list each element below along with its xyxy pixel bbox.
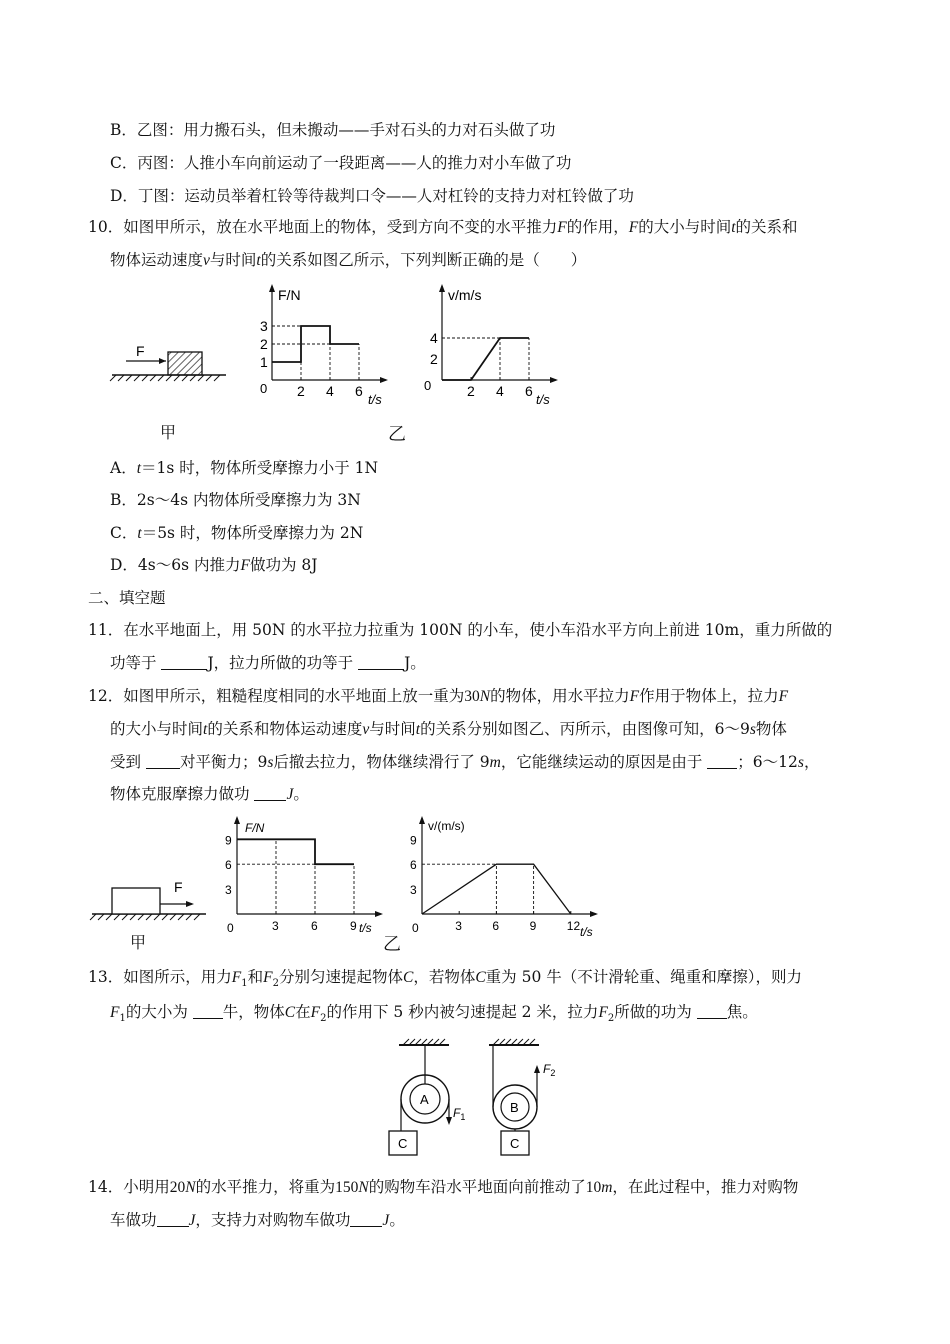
answer-blank[interactable] bbox=[350, 1212, 382, 1227]
x-tick-label: 6 bbox=[492, 919, 500, 933]
q14-var: m bbox=[601, 1179, 613, 1196]
q14-text: 的水平推力，将重为 bbox=[195, 1178, 336, 1196]
q13-line2 bbox=[110, 1000, 758, 1024]
arrow-head bbox=[186, 901, 194, 907]
q14-var: J bbox=[382, 1212, 390, 1229]
answer-blank[interactable] bbox=[707, 754, 737, 769]
ground-hatching bbox=[90, 914, 200, 920]
plain-block bbox=[112, 888, 160, 914]
option-text: C． bbox=[110, 524, 138, 542]
q13-text: 焦。 bbox=[726, 1003, 758, 1021]
x-tick-label: 12 bbox=[566, 919, 581, 933]
q12-text: 。 bbox=[293, 785, 309, 803]
q13-sub: 2 bbox=[607, 1013, 615, 1025]
q10-var: t bbox=[731, 219, 736, 236]
q14-number: 14． bbox=[88, 1178, 124, 1196]
q13-sub: 1 bbox=[119, 1013, 126, 1025]
q13-text: 的作用下 5 秒内被匀速提起 2 米，拉力 bbox=[326, 1003, 599, 1021]
y-tick-label: 3 bbox=[260, 318, 268, 334]
q12-var: F bbox=[778, 688, 789, 705]
answer-blank[interactable] bbox=[161, 655, 207, 670]
x-tick-label: 4 bbox=[326, 383, 334, 399]
q13-text: 牛，物体 bbox=[222, 1003, 285, 1021]
option-var: t bbox=[136, 460, 142, 477]
x-tick-label: 3 bbox=[272, 919, 279, 933]
origin-label: 0 bbox=[227, 921, 234, 935]
q10-var: F bbox=[628, 219, 639, 236]
q12-var: s bbox=[749, 721, 756, 738]
q13-sub: 2 bbox=[320, 1013, 327, 1025]
q10-var: v bbox=[203, 252, 210, 269]
x-axis-arrow bbox=[590, 911, 598, 917]
y-tick-label: 9 bbox=[410, 833, 417, 848]
q13-pulley-figure bbox=[385, 1035, 565, 1165]
y-axis-label: F/N bbox=[278, 287, 301, 303]
y-tick-label: 2 bbox=[430, 351, 438, 367]
q9-option-b: B．乙图：用力搬石头，但未搬动——手对石头的力对石头做了功 bbox=[110, 121, 556, 139]
q12-text: 物体 bbox=[755, 720, 787, 738]
q11-text: 在水平地面上，用 50N 的水平拉力拉重为 100N 的小车，使小车沿水平方向上前进 10m，重力所做的 bbox=[123, 621, 833, 639]
q13-sub: 2 bbox=[272, 978, 279, 990]
q14-text: 10 bbox=[585, 1179, 602, 1196]
force-f2-letter: F bbox=[543, 1062, 551, 1076]
y-axis-label: F/N bbox=[245, 821, 265, 835]
q14-text: ，支持力对购物车做功 bbox=[195, 1211, 351, 1229]
q12-line1 bbox=[88, 684, 788, 706]
q10-fig-label-jia: 甲 bbox=[160, 423, 177, 442]
option-var: t bbox=[137, 525, 142, 542]
q14-var: J bbox=[188, 1212, 196, 1229]
q13-number: 13． bbox=[88, 968, 124, 986]
q12-var: v bbox=[362, 721, 370, 738]
q12-text: 后撤去拉力，物体继续滑行了 9 bbox=[273, 753, 490, 771]
q11-number: 11． bbox=[88, 621, 124, 639]
q13-text: 和 bbox=[247, 968, 264, 986]
origin-label: 0 bbox=[260, 381, 268, 396]
q13-text: 如图所示，用力 bbox=[123, 968, 232, 986]
option-text: A． bbox=[110, 459, 137, 477]
q13-text: 分别匀速提起物体 bbox=[278, 968, 403, 986]
q12-text: 作用于物体上，拉力 bbox=[639, 687, 779, 705]
q13-var: C bbox=[475, 969, 486, 986]
y-axis-label: v/(m/s) bbox=[428, 819, 465, 833]
q10-text: 与时间 bbox=[209, 251, 257, 269]
y-tick-label: 3 bbox=[410, 883, 417, 898]
q12-var: F bbox=[629, 688, 640, 705]
y-tick-label: 6 bbox=[225, 858, 232, 873]
answer-blank[interactable] bbox=[193, 1004, 223, 1019]
q12-line3 bbox=[110, 750, 819, 772]
force-label: F bbox=[174, 879, 183, 895]
q10-option-a bbox=[110, 456, 378, 478]
option-text: ＝1s 时，物体所受摩擦力小于 1N bbox=[141, 459, 379, 477]
q13-text: 所做的功为 bbox=[614, 1003, 697, 1021]
f1-arrow-head bbox=[446, 1117, 452, 1125]
x-axis-arrow bbox=[550, 377, 558, 383]
q12-block-figure bbox=[88, 860, 213, 922]
q12-text: 的物体，用水平拉力 bbox=[490, 687, 630, 705]
q14-text: 车做功 bbox=[110, 1211, 157, 1229]
y-axis-arrow bbox=[419, 816, 425, 824]
ground-hatching bbox=[110, 375, 220, 381]
arrow-head bbox=[159, 358, 166, 364]
q10-text: 如图甲所示，放在水平地面上的物体，受到方向不变的水平推力 bbox=[123, 218, 558, 236]
x-axis-label: t/s bbox=[536, 392, 550, 407]
q12-ft-graph bbox=[215, 812, 390, 940]
q12-text: 与时间 bbox=[369, 720, 416, 738]
x-tick-label: 6 bbox=[311, 919, 318, 933]
q11-text: 功等于 bbox=[110, 654, 162, 672]
pulley-a-label: A bbox=[420, 1092, 429, 1107]
q10-text: 物体运动速度 bbox=[110, 251, 204, 269]
q14-line1 bbox=[88, 1175, 798, 1197]
q13-text: 在 bbox=[295, 1003, 311, 1021]
y-tick-label: 4 bbox=[430, 330, 438, 346]
q12-text: 的关系分别如图乙、丙所示，由图像可知， bbox=[420, 720, 715, 738]
x-tick-label: 2 bbox=[467, 383, 475, 399]
q12-text: 的关系和物体运动速度 bbox=[207, 720, 363, 738]
q12-text: 如图甲所示，粗糙程度相同的水平地面上放一重为 bbox=[123, 687, 465, 705]
q10-var: F bbox=[557, 219, 567, 236]
box-c-left-label: C bbox=[398, 1136, 408, 1151]
answer-blank[interactable] bbox=[254, 786, 286, 801]
q14-text: 小明用 bbox=[123, 1178, 170, 1196]
origin-label: 0 bbox=[424, 378, 432, 393]
q10-ft-graph bbox=[250, 280, 395, 410]
q12-text: 的大小与时间 bbox=[110, 720, 204, 738]
section-heading-fill-in: 二、填空题 bbox=[88, 589, 166, 607]
answer-blank[interactable] bbox=[697, 1004, 727, 1019]
q12-text: ；6～12 bbox=[737, 753, 798, 771]
q10-option-c bbox=[110, 521, 363, 543]
q13-var: F bbox=[310, 1004, 321, 1021]
x-axis-label: t/s bbox=[368, 392, 382, 407]
q11-text: J，拉力所做的功等于 bbox=[207, 654, 359, 672]
q12-var: s bbox=[797, 754, 804, 771]
x-tick-label: 2 bbox=[297, 383, 305, 399]
y-axis-label: v/m/s bbox=[448, 287, 482, 303]
y-tick-label: 1 bbox=[260, 354, 268, 370]
x-axis-label: t/s bbox=[580, 925, 593, 939]
q13-text: ，若物体 bbox=[413, 968, 476, 986]
q10-vt-graph bbox=[420, 280, 565, 410]
q13-var: F bbox=[110, 1004, 120, 1021]
q14-line2 bbox=[110, 1208, 405, 1230]
q10-text: 的关系和 bbox=[735, 218, 798, 236]
y-tick-label: 3 bbox=[225, 883, 232, 898]
q13-line1 bbox=[88, 965, 802, 989]
force-f1-letter: F bbox=[453, 1106, 461, 1120]
q12-var: J bbox=[286, 786, 294, 803]
answer-blank[interactable] bbox=[157, 1212, 189, 1227]
q10-option-d bbox=[110, 553, 317, 575]
q12-text: 30 bbox=[464, 688, 480, 705]
q12-text: 6～9 bbox=[714, 720, 750, 738]
q12-var: t bbox=[415, 721, 421, 738]
y-tick-label: 2 bbox=[260, 336, 268, 352]
q13-var: C bbox=[284, 1004, 296, 1021]
q14-text: 。 bbox=[389, 1211, 405, 1229]
q12-text: 受到 bbox=[110, 753, 146, 771]
q12-line2 bbox=[110, 717, 787, 739]
q13-var: C bbox=[402, 969, 414, 986]
q10-fig-label-yi: 乙 bbox=[388, 424, 406, 445]
q12-text: 物体克服摩擦力做功 bbox=[110, 785, 255, 803]
q12-text: ，它能继续运动的原因是由于 bbox=[500, 753, 708, 771]
x-tick-label: 9 bbox=[350, 919, 357, 933]
q11-line2 bbox=[110, 651, 426, 673]
option-text: D．4s～6s 内推力 bbox=[110, 556, 241, 574]
q12-line4 bbox=[110, 782, 309, 804]
y-tick-label: 6 bbox=[410, 858, 417, 873]
q12-var: m bbox=[489, 754, 501, 771]
q14-text: 150 bbox=[335, 1179, 359, 1196]
q10-stem-line1 bbox=[88, 215, 798, 237]
q12-fig-label-yi: 乙 bbox=[383, 934, 401, 955]
q13-text: 重为 50 牛（不计滑轮重、绳重和摩擦），则力 bbox=[485, 968, 803, 986]
q11-line1 bbox=[88, 618, 832, 640]
x-tick-label: 6 bbox=[525, 383, 533, 399]
x-tick-label: 4 bbox=[496, 383, 504, 399]
force-f1-sub: 1 bbox=[460, 1112, 466, 1122]
velocity-series-line bbox=[442, 338, 529, 380]
q12-number: 12． bbox=[88, 687, 124, 705]
force-series-line bbox=[237, 839, 354, 864]
q13-var: F bbox=[598, 1004, 608, 1021]
x-tick-label: 3 bbox=[455, 919, 462, 933]
q10-number: 10． bbox=[88, 218, 124, 236]
q12-var: N bbox=[479, 688, 491, 705]
q10-var: t bbox=[256, 252, 261, 269]
answer-blank[interactable] bbox=[146, 754, 180, 769]
y-tick-label: 9 bbox=[225, 833, 232, 848]
q12-var: s bbox=[267, 754, 274, 771]
y-axis-arrow bbox=[234, 816, 240, 824]
x-axis-arrow bbox=[380, 377, 388, 383]
q10-text: 的关系如图乙所示，下列判断正确的是（ ） bbox=[260, 251, 587, 269]
q13-sub: 1 bbox=[241, 978, 248, 990]
force-f2-label bbox=[543, 1062, 555, 1078]
force-series-line bbox=[272, 326, 359, 362]
x-axis-label: t/s bbox=[359, 921, 372, 935]
y-axis-arrow bbox=[269, 284, 275, 292]
origin-label: 0 bbox=[412, 921, 419, 935]
x-tick-label: 9 bbox=[529, 919, 537, 933]
q10-text: 的作用， bbox=[566, 218, 629, 236]
force-f2-sub: 2 bbox=[550, 1068, 556, 1078]
y-axis-arrow bbox=[439, 284, 445, 292]
q11-text: J。 bbox=[404, 654, 426, 672]
q14-var: N bbox=[358, 1179, 369, 1196]
f2-arrow-head bbox=[534, 1065, 540, 1073]
q9-option-d: D．丁图：运动员举着杠铃等待裁判口令——人对杠铃的支持力对杠铃做了功 bbox=[110, 187, 634, 205]
q13-var: F bbox=[263, 969, 273, 986]
q10-stem-line2 bbox=[110, 248, 586, 270]
x-axis-arrow bbox=[375, 911, 383, 917]
q13-text: 的大小为 bbox=[125, 1003, 193, 1021]
force-f1-label bbox=[453, 1106, 465, 1122]
option-text: ＝5s 时，物体所受摩擦力为 2N bbox=[141, 524, 364, 542]
x-tick-label: 6 bbox=[355, 383, 363, 399]
q12-text: 对平衡力；9 bbox=[179, 753, 268, 771]
q10-block-figure bbox=[108, 330, 233, 390]
force-label: F bbox=[136, 343, 145, 359]
q12-vt-graph bbox=[400, 812, 605, 940]
q12-fig-label-jia: 甲 bbox=[130, 933, 147, 952]
q14-text: 的购物车沿水平地面向前推动了 bbox=[368, 1178, 586, 1196]
q9-option-c: C．丙图：人推小车向前运动了一段距离——人的推力对小车做了功 bbox=[110, 154, 572, 172]
q10-text: 的大小与时间 bbox=[638, 218, 732, 236]
q14-text: 20 bbox=[169, 1179, 186, 1196]
box-c-right-label: C bbox=[510, 1136, 520, 1151]
q12-text: ， bbox=[803, 753, 820, 771]
pulley-b-label: B bbox=[510, 1100, 519, 1115]
q12-var: t bbox=[203, 721, 208, 738]
hatched-block bbox=[168, 352, 202, 375]
option-text: 做功为 8J bbox=[249, 556, 318, 574]
q10-option-b: B．2s～4s 内物体所受摩擦力为 3N bbox=[110, 491, 361, 509]
q14-var: N bbox=[185, 1179, 196, 1196]
option-var: F bbox=[240, 557, 250, 574]
q14-text: ，在此过程中，推力对购物 bbox=[612, 1178, 799, 1196]
answer-blank[interactable] bbox=[358, 655, 404, 670]
q13-var: F bbox=[231, 969, 242, 986]
